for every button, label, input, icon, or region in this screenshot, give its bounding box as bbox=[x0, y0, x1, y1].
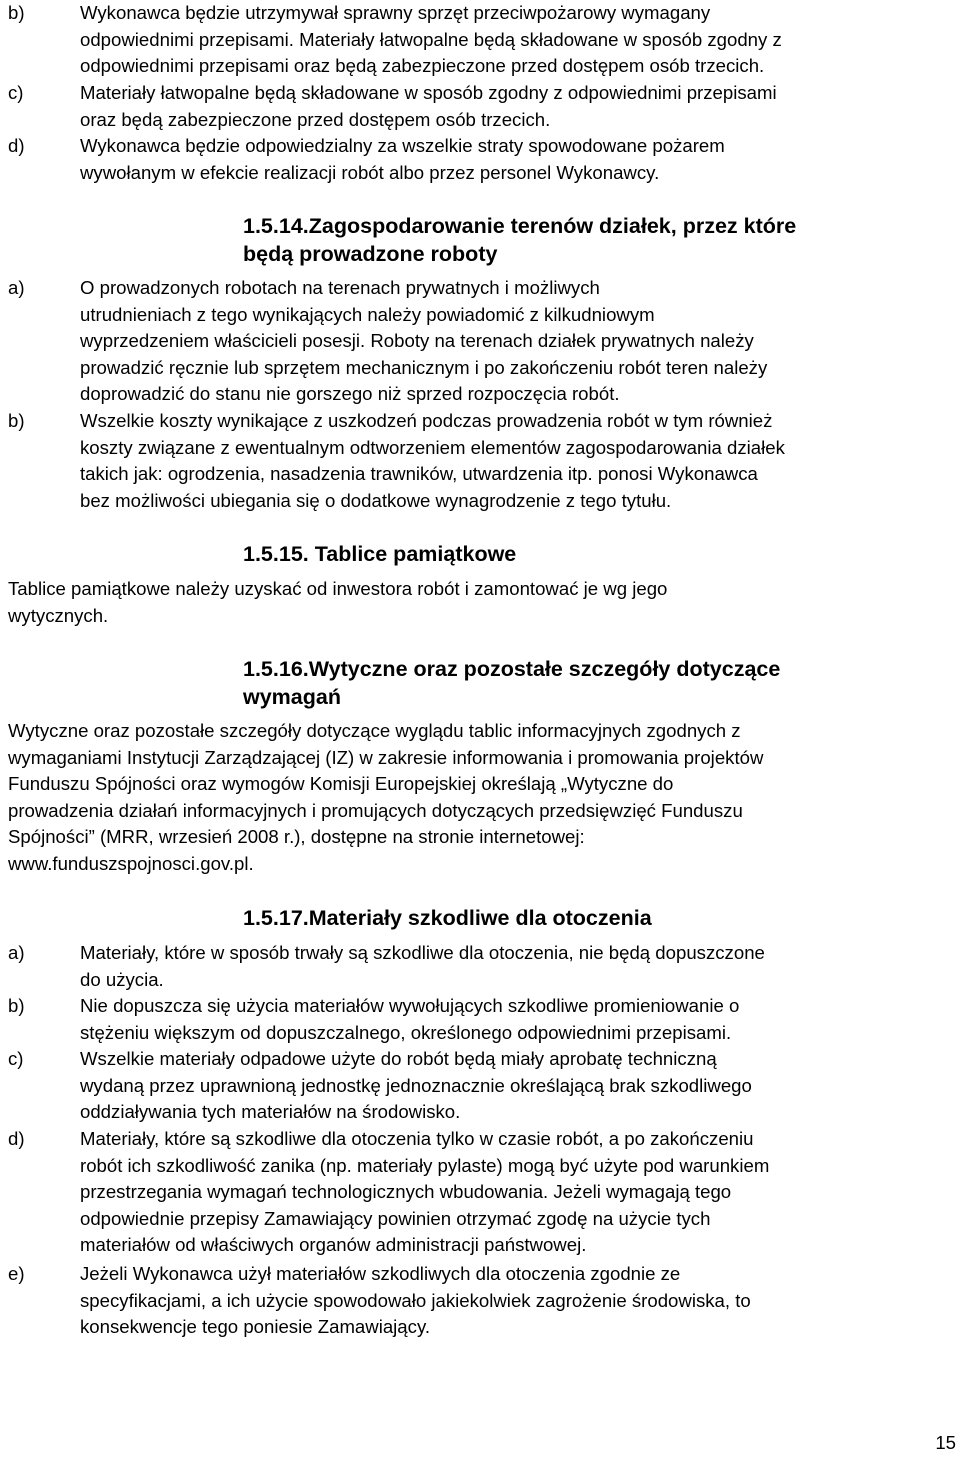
list-marker: b) bbox=[8, 410, 25, 431]
list-item-17-a bbox=[0, 940, 950, 993]
list-item-17-d bbox=[0, 1126, 950, 1259]
section-heading-1-5-16: 1.5.16.Wytyczne oraz pozostałe szczegóły dotyczące wymagań bbox=[243, 657, 781, 709]
list-item-text: Wszelkie koszty wynikające z uszkodzeń podczas prowadzenia robót w tym również koszty związane z ewentualnym odtworzeniem elementów zagospodarowania działek takich jak: ogrodzenia, nasadzenia trawników, utwardzenia itp. ponosi Wykonawca bez możliwości ubiegania się o dodatkowe wynagrodzenie z tego tytułu. bbox=[80, 410, 785, 511]
list-marker: c) bbox=[8, 82, 24, 103]
section-paragraph-1-5-16: Wytyczne oraz pozostałe szczegóły dotyczące wyglądu tablic informacyjnych zgodnych z wymaganiami Instytucji Zarządzającej (IZ) w zakresie informowania i promowania projektów Funduszu Spójności oraz wymogów Komisji Europejskiej określają „Wytyczne do prowadzenia działań informacyjnych i promujących dotyczących przedsięwzięć Funduszu Spójności” (MRR, wrzesień 2008 r.), dostępne na stronie internetowej: www.funduszspojnosci.gov.pl. bbox=[8, 720, 764, 874]
list-item-text: Materiały, które w sposób trwały są szkodliwe dla otoczenia, nie będą dopuszczone do użycia. bbox=[80, 942, 765, 990]
list-item-text: Wykonawca będzie utrzymywał sprawny sprzęt przeciwpożarowy wymagany odpowiednimi przepisami. Materiały łatwopalne będą składowane w sposób zgodny z odpowiednimi przepisami oraz będą zabezpieczone przed dostępem osób trzecich. bbox=[80, 2, 782, 76]
list-item-17-e bbox=[0, 1261, 950, 1341]
section-heading-1-5-17: 1.5.17.Materiały szkodliwe dla otoczenia bbox=[243, 906, 652, 930]
section-heading-1-5-15: 1.5.15. Tablice pamiątkowe bbox=[243, 542, 517, 566]
page-number: 15 bbox=[935, 1432, 956, 1453]
list-item-intro-c bbox=[0, 80, 950, 133]
list-item-text: Wszelkie materiały odpadowe użyte do robót będą miały aprobatę techniczną wydaną przez uprawnioną jednostkę jednoznacznie określającą brak szkodliwego oddziaływania tych materiałów na środowisko. bbox=[80, 1048, 752, 1122]
section-paragraph-1-5-15: Tablice pamiątkowe należy uzyskać od inwestora robót i zamontować je wg jego wytycznych. bbox=[8, 578, 668, 626]
list-marker: a) bbox=[8, 277, 25, 298]
list-item-intro-d bbox=[0, 133, 950, 186]
list-item-text: Materiały, które są szkodliwe dla otoczenia tylko w czasie robót, a po zakończeniu robót ich szkodliwość zanika (np. materiały pylaste) mogą być użyte pod warunkiem przestrzegania wymagań technologicznych wbudowania. Jeżeli wymagają tego odpowiednie przepisy Zamawiający powinien otrzymać zgodę na użycie tych materiałów od właściwych organów administracji państwowej. bbox=[80, 1128, 770, 1255]
list-marker: c) bbox=[8, 1048, 24, 1069]
list-marker: e) bbox=[8, 1263, 25, 1284]
list-item-text: Wykonawca będzie odpowiedzialny za wszelkie straty spowodowane pożarem wywołanym w efekcie realizacji robót albo przez personel Wykonawcy. bbox=[80, 135, 725, 183]
list-item-text: Jeżeli Wykonawca użył materiałów szkodliwych dla otoczenia zgodnie ze specyfikacjami, a ich użycie spowodowało jakiekolwiek zagrożenie środowiska, to konsekwencje tego poniesie Zamawiający. bbox=[80, 1263, 751, 1337]
list-marker: b) bbox=[8, 2, 25, 23]
list-marker: d) bbox=[8, 1128, 25, 1149]
list-item-text: Nie dopuszcza się użycia materiałów wywołujących szkodliwe promieniowanie o stężeniu większym od dopuszczalnego, określonego odpowiednimi przepisami. bbox=[80, 995, 740, 1043]
list-marker: d) bbox=[8, 135, 25, 156]
list-item-intro-b bbox=[0, 0, 950, 80]
list-item-14-b bbox=[0, 408, 950, 514]
list-item-17-b bbox=[0, 993, 950, 1046]
section-heading-1-5-14: 1.5.14.Zagospodarowanie terenów działek, przez które będą prowadzone roboty bbox=[243, 214, 797, 266]
list-item-17-c bbox=[0, 1046, 950, 1126]
list-item-text: Materiały łatwopalne będą składowane w sposób zgodny z odpowiednimi przepisami oraz będą zabezpieczone przed dostępem osób trzecich. bbox=[80, 82, 777, 130]
list-marker: b) bbox=[8, 995, 25, 1016]
list-marker: a) bbox=[8, 942, 25, 963]
list-item-14-a bbox=[0, 275, 950, 408]
list-item-text: O prowadzonych robotach na terenach prywatnych i możliwych utrudnieniach z tego wynikających należy powiadomić z kilkudniowym wyprzedzeniem właścicieli posesji. Roboty na terenach działek prywatnych należy prowadzić ręcznie lub sprzętem mechanicznym i po zakończeniu robót teren należy doprowadzić do stanu nie gorszego niż sprzed rozpoczęcia robót. bbox=[80, 277, 768, 404]
